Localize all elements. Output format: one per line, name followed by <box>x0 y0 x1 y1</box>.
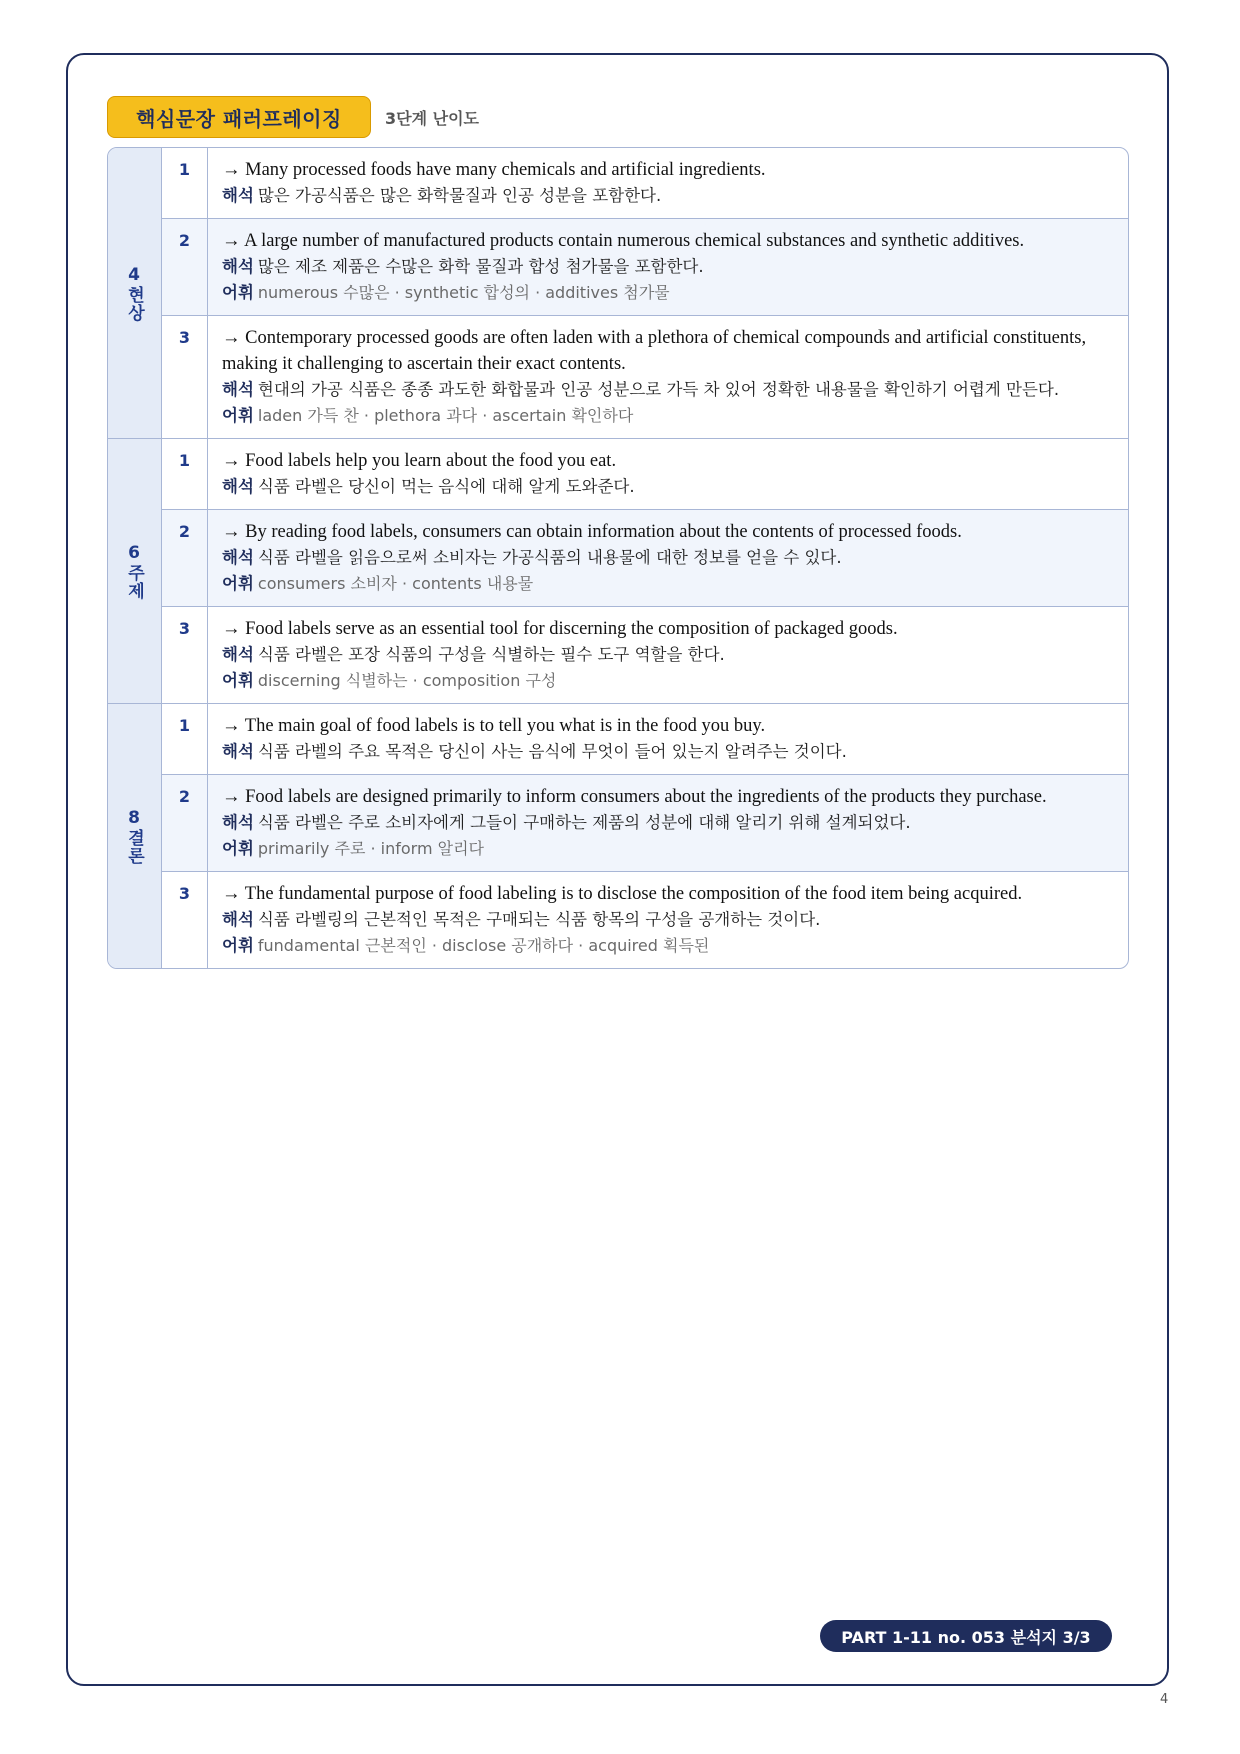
row-content <box>208 439 1128 509</box>
translation-tag: 해석 <box>222 645 254 664</box>
translation-text: 식품 라벨은 주로 소비자에게 그들이 구매하는 제품의 성분에 대해 알리기 위해 설계되었다. <box>257 813 911 832</box>
row-content <box>208 148 1128 218</box>
table-row <box>162 439 1128 509</box>
translation-text: 식품 라벨의 주요 목적은 당신이 사는 음식에 무엇이 들어 있는지 알려주는 것이다. <box>257 742 847 761</box>
translation-tag: 해석 <box>222 742 254 761</box>
translation-text: 현대의 가공 식품은 종종 과도한 화합물과 인공 성분으로 가득 차 있어 정확한 내용물을 확인하기 어렵게 만든다. <box>257 380 1060 399</box>
table-row <box>162 774 1128 871</box>
row-number: 3 <box>162 316 208 438</box>
translation-text: 식품 라벨은 당신이 먹는 음식에 대해 알게 도와준다. <box>257 477 635 496</box>
vocab-tag: 어휘 <box>222 283 254 302</box>
vocab-text: fundamental 근본적인 · disclose 공개하다 · acquired 획득된 <box>257 936 710 955</box>
row-content <box>208 704 1128 774</box>
translation-tag: 해석 <box>222 548 254 567</box>
table-row <box>162 148 1128 218</box>
vocab-line <box>222 280 1114 306</box>
row-number: 3 <box>162 872 208 968</box>
vocab-text: consumers 소비자 · contents 내용물 <box>257 574 534 593</box>
vocab-text: discerning 식별하는 · composition 구성 <box>257 671 557 690</box>
translation-line <box>222 474 1114 500</box>
page-number: 4 <box>1160 1692 1169 1707</box>
row-number: 2 <box>162 775 208 871</box>
section-group-label <box>108 439 162 703</box>
vocab-tag: 어휘 <box>222 839 254 858</box>
translation-line <box>222 254 1114 280</box>
paraphrase-sentence: → Many processed foods have many chemicals and artificial ingredients. <box>222 160 766 180</box>
translation-tag: 해석 <box>222 477 254 496</box>
section-title-badge: 핵심문장 패러프레이징 <box>107 96 371 138</box>
row-content <box>208 607 1128 703</box>
translation-tag: 해석 <box>222 186 254 205</box>
table-row <box>162 606 1128 703</box>
translation-line <box>222 377 1114 403</box>
paraphrase-sentence: → Food labels are designed primarily to inform consumers about the ingredients of the products they purchase. <box>222 787 1047 807</box>
section-header <box>107 95 479 139</box>
translation-line <box>222 642 1114 668</box>
row-number: 1 <box>162 148 208 218</box>
translation-line <box>222 183 1114 209</box>
row-number: 2 <box>162 510 208 606</box>
table-row <box>162 509 1128 606</box>
paraphrase-table <box>107 147 1129 969</box>
section-group <box>108 703 1128 968</box>
vocab-text: numerous 수많은 · synthetic 합성의 · additives 첨가물 <box>257 283 670 302</box>
document-id-badge: PART 1-11 no. 053 분석지 3/3 <box>820 1620 1112 1652</box>
row-number: 1 <box>162 439 208 509</box>
paraphrase-sentence: → Food labels help you learn about the food you eat. <box>222 451 617 471</box>
translation-line <box>222 545 1114 571</box>
translation-line <box>222 907 1114 933</box>
vocab-line <box>222 403 1114 429</box>
translation-text: 많은 가공식품은 많은 화학물질과 인공 성분을 포함한다. <box>257 186 662 205</box>
table-row <box>162 871 1128 968</box>
section-group-label-text: 6주제 <box>124 542 144 600</box>
row-content <box>208 775 1128 871</box>
vocab-text: laden 가득 찬 · plethora 과다 · ascertain 확인하다 <box>257 406 634 425</box>
vocab-line <box>222 836 1114 862</box>
section-group <box>108 148 1128 438</box>
translation-line <box>222 810 1114 836</box>
paraphrase-sentence: → A large number of manufactured products contain numerous chemical substances and synthetic additives. <box>222 231 1025 251</box>
translation-tag: 해석 <box>222 380 254 399</box>
vocab-line <box>222 571 1114 597</box>
paraphrase-sentence: → By reading food labels, consumers can obtain information about the contents of processed foods. <box>222 522 962 542</box>
row-number: 2 <box>162 219 208 315</box>
translation-tag: 해석 <box>222 910 254 929</box>
row-content <box>208 219 1128 315</box>
vocab-line <box>222 668 1114 694</box>
paraphrase-sentence: → The fundamental purpose of food labeling is to disclose the composition of the food item being acquired. <box>222 884 1023 904</box>
table-row <box>162 704 1128 774</box>
vocab-tag: 어휘 <box>222 574 254 593</box>
table-row <box>162 315 1128 438</box>
section-group-label-text: 8결론 <box>124 807 144 865</box>
difficulty-level: 3단계 난이도 <box>385 108 479 128</box>
translation-tag: 해석 <box>222 813 254 832</box>
section-group-label <box>108 704 162 968</box>
translation-tag: 해석 <box>222 257 254 276</box>
vocab-line <box>222 933 1114 959</box>
row-content <box>208 510 1128 606</box>
section-group <box>108 438 1128 703</box>
row-content <box>208 872 1128 968</box>
vocab-tag: 어휘 <box>222 406 254 425</box>
translation-text: 식품 라벨은 포장 식품의 구성을 식별하는 필수 도구 역할을 한다. <box>257 645 725 664</box>
vocab-text: primarily 주로 · inform 알리다 <box>257 839 484 858</box>
paraphrase-sentence: → Contemporary processed goods are often laden with a plethora of chemical compounds and artificial constituents, making it challenging to ascertain their exact contents. <box>222 328 1087 374</box>
row-number: 3 <box>162 607 208 703</box>
table-row <box>162 218 1128 315</box>
row-content <box>208 316 1128 438</box>
translation-text: 많은 제조 제품은 수많은 화학 물질과 합성 첨가물을 포함한다. <box>257 257 704 276</box>
translation-text: 식품 라벨을 읽음으로써 소비자는 가공식품의 내용물에 대한 정보를 얻을 수 있다. <box>257 548 842 567</box>
translation-line <box>222 739 1114 765</box>
row-number: 1 <box>162 704 208 774</box>
translation-text: 식품 라벨링의 근본적인 목적은 구매되는 식품 항목의 구성을 공개하는 것이다. <box>257 910 821 929</box>
vocab-tag: 어휘 <box>222 936 254 955</box>
vocab-tag: 어휘 <box>222 671 254 690</box>
paraphrase-sentence: → The main goal of food labels is to tell you what is in the food you buy. <box>222 716 766 736</box>
section-group-label-text: 4현상 <box>124 264 144 322</box>
paraphrase-sentence: → Food labels serve as an essential tool for discerning the composition of packaged goods. <box>222 619 898 639</box>
section-group-label <box>108 148 162 438</box>
